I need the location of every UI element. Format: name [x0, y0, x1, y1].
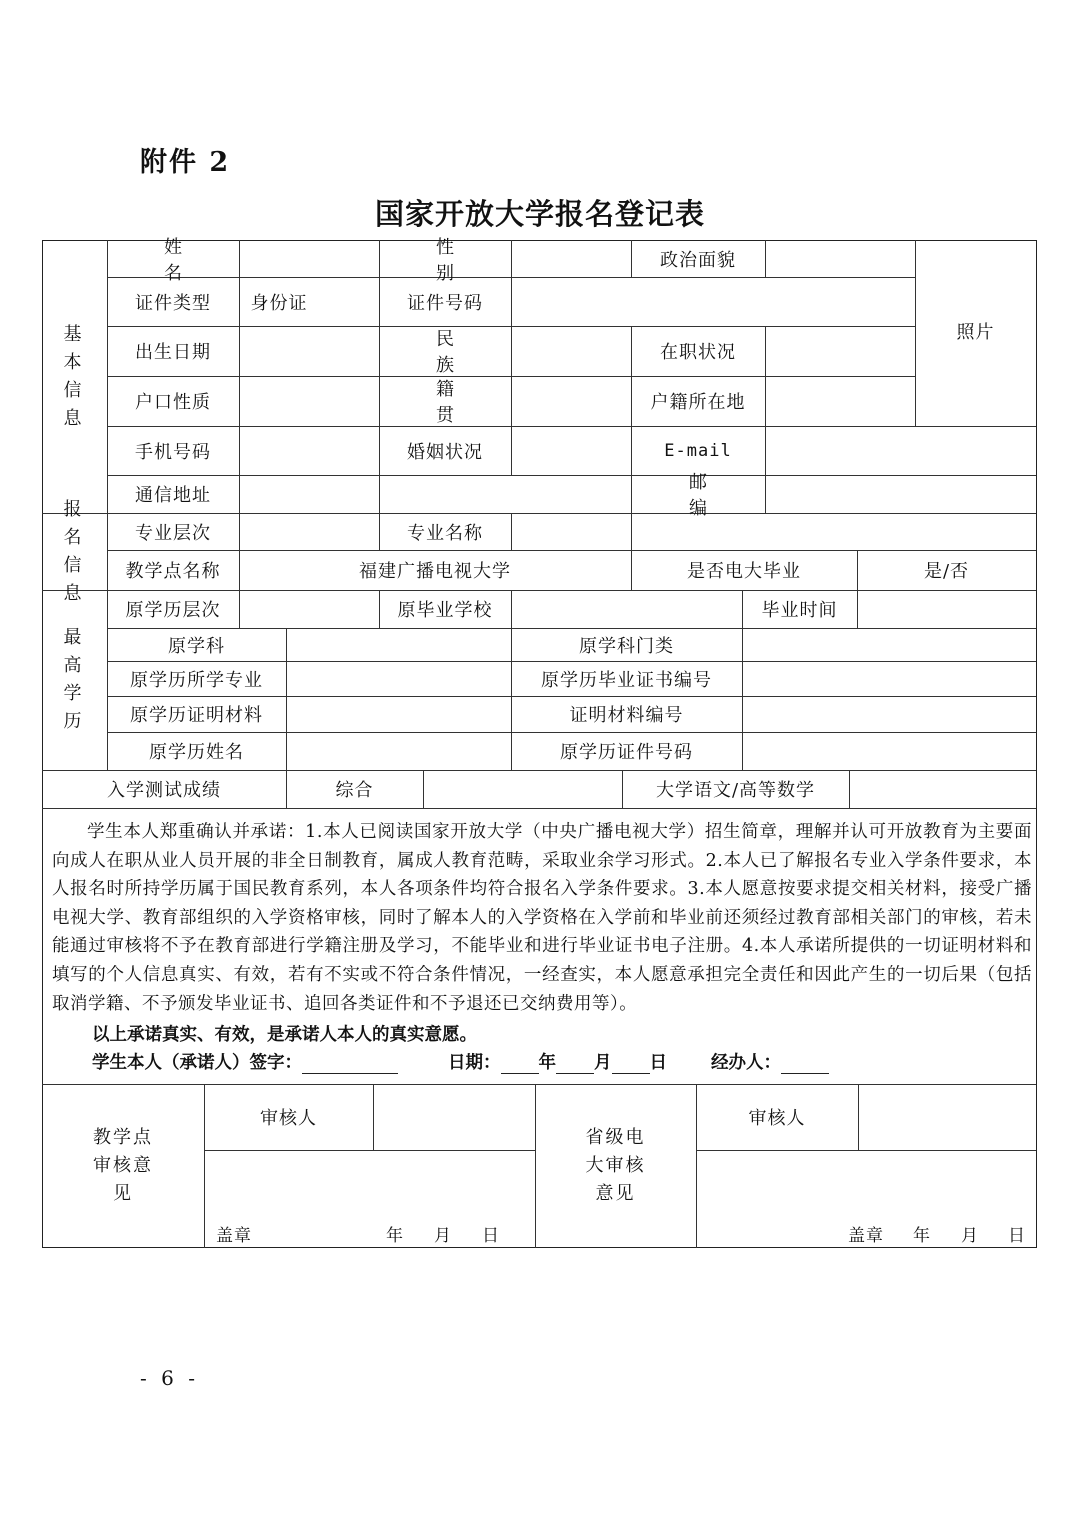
employment-field[interactable]: [765, 326, 915, 376]
province-seal-label: 盖章: [848, 1225, 884, 1246]
handler-blank[interactable]: [781, 1055, 829, 1074]
prev-id-no-label: 原学历证件号码: [560, 742, 693, 763]
year-blank[interactable]: [501, 1055, 539, 1074]
handler-label: 经办人：: [711, 1053, 781, 1073]
address-label: 通信地址: [135, 485, 211, 506]
year-text: 年: [538, 1053, 556, 1073]
gender-label: 性 别: [436, 236, 484, 284]
phone-field[interactable]: [239, 426, 379, 475]
address-field[interactable]: [239, 475, 631, 513]
province-reviewer-label: 审核人: [748, 1108, 806, 1129]
province-month: 月: [961, 1225, 979, 1246]
photo-box[interactable]: [915, 240, 1036, 426]
subject-score-label: 大学语文/高等数学: [655, 780, 816, 801]
prev-subject-label: 原学科: [168, 635, 225, 657]
hukou-place-label: 户籍所在地: [650, 392, 746, 413]
hukou-type-label: 户口性质: [135, 392, 211, 413]
id-number-field[interactable]: [511, 277, 915, 326]
id-number-label: 证件号码: [407, 292, 483, 314]
signature-blank[interactable]: [302, 1055, 398, 1074]
prev-major-label: 原学历所学专业: [130, 669, 263, 691]
level-field[interactable]: [239, 513, 379, 550]
subject-score-field[interactable]: [849, 770, 1036, 808]
prev-name-label: 原学历姓名: [149, 742, 244, 763]
center-day: 日: [482, 1225, 500, 1246]
month-text: 月: [594, 1053, 612, 1073]
postcode-label: 邮 编: [689, 472, 737, 519]
province-review-title: 省级电大审核意见: [585, 1127, 646, 1204]
promise-text: 学生本人郑重确认并承诺：1.本人已阅读国家开放大学（中央广播电视大学）招生简章，理解并认可开放教育为主要面向成人在职从业人员开展的非全日制教育，属成人教育范畴，采取业余学习形式。2.本人已了解报名专业入学条件要求，本人报名时所持学历属于国民教育系列，本人各项条件均符合报名入学条件要求。3.本人愿意按要求提交相关材料，接受广播电视大学、教育部组织的入学资格审核，同时了解本人的入学资格在入学前和毕业前还须经过教育部相关部门的审核，若未能通过审核将不予在教育部进行学籍注册及学习，不能毕业和进行毕业证书电子注册。4.本人承诺所提供的一切证明材料和填写的个人信息真实、有效，若有不实或不符合条件情况，一经查实，本人愿意承担完全责任和因此产生的一切后果（包括取消学籍、不予颁发毕业证书、追回各类证件和不予退还已交纳费用等）。: [52, 822, 1032, 1014]
native-label: 籍 贯: [436, 379, 484, 426]
political-label: 政治面貌: [660, 249, 736, 271]
prev-cert-no-label: 原学历毕业证书编号: [541, 669, 712, 691]
promise-truth: 以上承诺真实、有效，是承诺人本人的真实意愿。: [92, 1025, 477, 1045]
sign-label: 学生本人（承诺人）签字：: [92, 1053, 302, 1073]
page-number: - 6 -: [140, 1366, 199, 1390]
date-label: 日期：: [448, 1053, 501, 1073]
proof-label: 原学历证明材料: [130, 705, 263, 726]
name-label: 姓 名: [164, 236, 212, 284]
prev-name-field[interactable]: [286, 732, 511, 770]
prev-subject-cat-field[interactable]: [742, 628, 1036, 661]
test-label: 入学测试成绩: [107, 780, 221, 801]
level-label: 专业层次: [135, 522, 211, 544]
gender-field[interactable]: [511, 240, 631, 277]
day-text: 日: [649, 1053, 667, 1073]
center-reviewer-field[interactable]: [373, 1084, 535, 1150]
email-field[interactable]: [765, 426, 1036, 475]
prev-school-field[interactable]: [511, 590, 742, 628]
center-value: 福建广播电视大学: [359, 561, 511, 582]
tvu-grad-label: 是否电大毕业: [687, 561, 801, 582]
marital-label: 婚姻状况: [407, 441, 483, 463]
proof-no-field[interactable]: [742, 696, 1036, 732]
proof-no-label: 证明材料编号: [569, 705, 684, 726]
section-basic-info: 基本信息: [63, 323, 86, 429]
signature-line: [92, 1049, 829, 1074]
hukou-place-field[interactable]: [765, 376, 915, 426]
native-field[interactable]: [511, 376, 631, 426]
prev-subject-field[interactable]: [286, 628, 511, 661]
month-blank[interactable]: [556, 1055, 594, 1074]
center-seal-label: 盖章: [216, 1225, 252, 1246]
general-score-label: 综合: [335, 780, 374, 801]
attachment-label: 附件 2: [140, 147, 231, 178]
email-label: E-mail: [664, 440, 732, 461]
center-label: 教学点名称: [125, 561, 221, 582]
section-highest-edu: 最高学历: [63, 627, 86, 732]
province-day: 日: [1008, 1225, 1026, 1246]
employment-label: 在职状况: [660, 342, 736, 363]
grad-time-label: 毕业时间: [761, 600, 838, 621]
photo-label: 照片: [956, 322, 995, 343]
grad-time-field[interactable]: [857, 590, 1036, 628]
political-field[interactable]: [765, 240, 915, 277]
postcode-field[interactable]: [765, 475, 1036, 513]
proof-field[interactable]: [286, 696, 511, 732]
prev-level-field[interactable]: [239, 590, 379, 628]
province-year: 年: [913, 1225, 931, 1246]
center-month: 月: [434, 1225, 452, 1246]
id-type-value: 身份证: [250, 292, 308, 314]
id-type-label: 证件类型: [135, 292, 211, 314]
prev-major-field[interactable]: [286, 661, 511, 696]
prev-subject-cat-label: 原学科门类: [579, 635, 674, 657]
province-reviewer-field[interactable]: [858, 1084, 1036, 1150]
form-title: 国家开放大学报名登记表: [374, 197, 705, 231]
tvu-grad-value[interactable]: 是/否: [923, 561, 970, 582]
ethnic-field[interactable]: [511, 326, 631, 376]
major-label: 专业名称: [407, 522, 483, 544]
marital-field[interactable]: [511, 426, 631, 475]
center-year: 年: [386, 1225, 404, 1246]
phone-label: 手机号码: [135, 441, 211, 463]
section-enroll-info: 报名信息: [63, 498, 86, 604]
prev-school-label: 原毕业学校: [397, 600, 493, 621]
ethnic-label: 民 族: [436, 329, 484, 376]
prev-level-label: 原学历层次: [125, 600, 221, 621]
prev-id-no-field[interactable]: [742, 732, 1036, 770]
major-field[interactable]: [511, 513, 1036, 550]
prev-cert-no-field[interactable]: [742, 661, 1036, 696]
center-review-title: 教学点审核意见: [93, 1127, 153, 1204]
name-field[interactable]: [239, 240, 379, 277]
birth-field[interactable]: [239, 326, 379, 376]
hukou-type-field[interactable]: [239, 376, 379, 426]
birth-label: 出生日期: [135, 342, 211, 363]
day-blank[interactable]: [612, 1055, 650, 1074]
general-score-field[interactable]: [423, 770, 622, 808]
center-reviewer-label: 审核人: [260, 1108, 317, 1129]
